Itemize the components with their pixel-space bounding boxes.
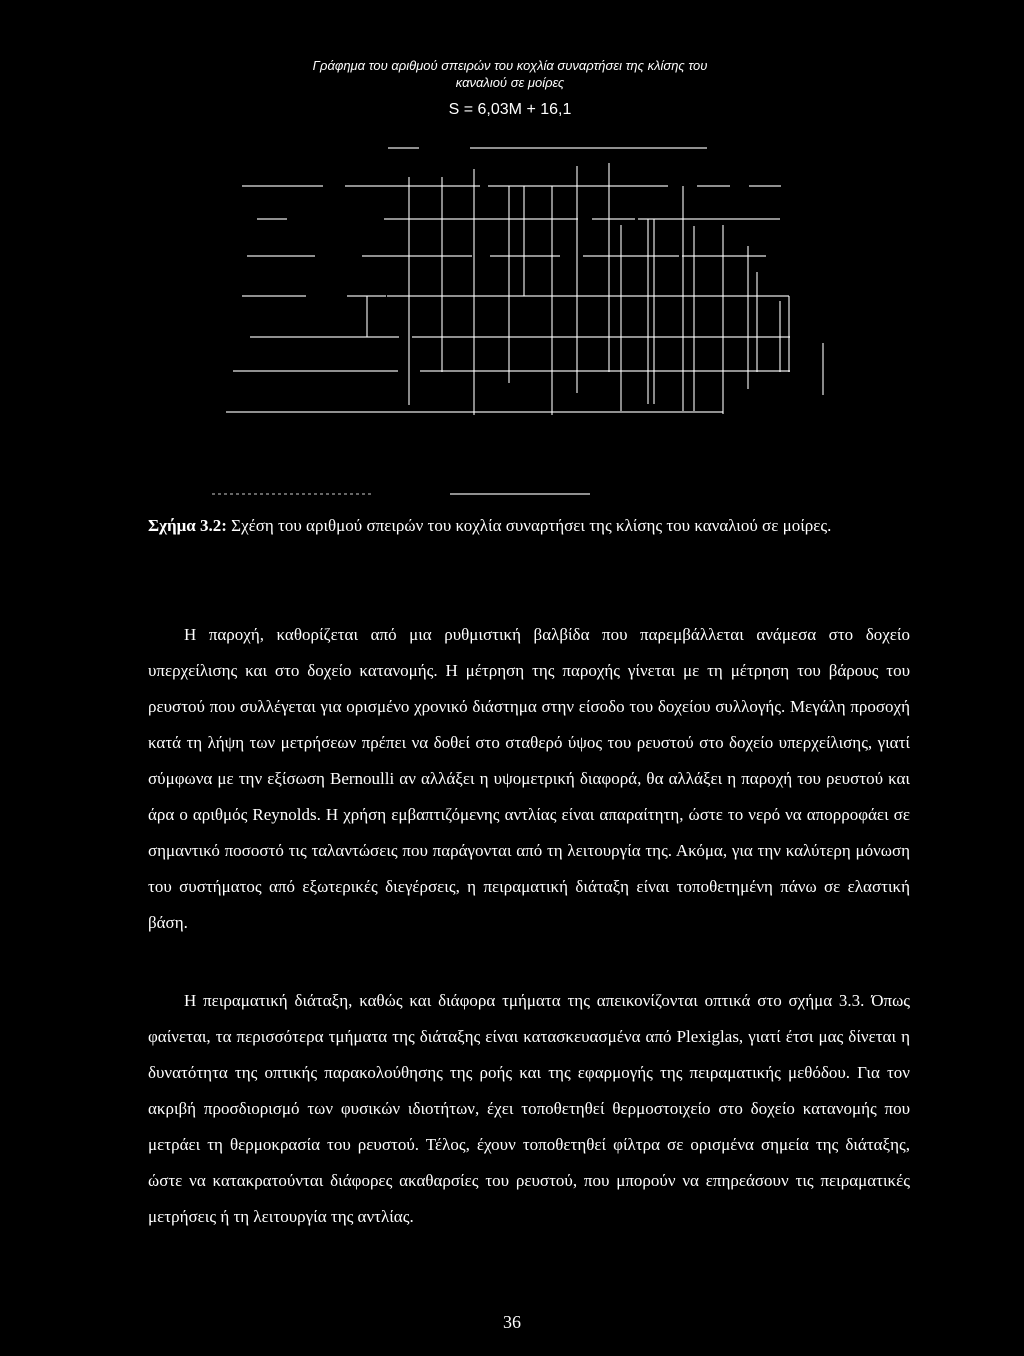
chart-title-line-2: καναλιού σε μοίρες — [455, 75, 565, 90]
chart-equation: S = 6,03M + 16,1 — [448, 101, 572, 118]
chart-title-line-1: Γράφημα του αριθμού σπειρών του κοχλία συναρτήσει της κλίσης του — [312, 58, 708, 73]
figure-caption-label: Σχήμα 3.2: — [148, 516, 227, 535]
paragraph-2: Η πειραματική διάταξη, καθώς και διάφορα τμήματα της απεικονίζονται οπτικά στο σχήμα 3.3. Όπως φαίνεται, τα περισσότερα τμήματα της διάταξης είναι κατασκευασμένα από Plexiglas, γιατί έτσι μας δίνεται η δυνατότητα της οπτικής παρακολούθησης της ροής και της εφαρμογής της πειραματικής μεθόδου. Για τον ακριβή προσδιορισμό των φυσικών ιδιοτήτων, έχει τοποθετηθεί θερμοστοιχείο στο δοχείο κατανομής που μετράει τη θερμοκρασία του ρευστού. Τέλος, έχουν τοποθετηθεί φίλτρα σε ορισμένα σημεία της διάταξης, ώστε να κατακρατούνται διάφορες ακαθαρσίες του ρευστού, που μπορούν να επηρεάσουν τις πειραματικές μετρήσεις ή τη λειτουργία της αντλίας. — [148, 991, 910, 1226]
paragraph-1: Η παροχή, καθορίζεται από μια ρυθμιστική βαλβίδα που παρεμβάλλεται ανάμεσα στο δοχείο υπερχείλισης και στο δοχείο κατανομής. Η μέτρηση της παροχής γίνεται με τη μέτρηση του βάρους του ρευστού που συλλέγεται για ορισμένο χρονικό διάστημα στην είσοδο του δοχείου συλλογής. Μεγάλη προσοχή κατά τη λήψη των μετρήσεων πρέπει να δοθεί στο σταθερό ύψος του ρευστού στο δοχείο υπερχείλισης, γιατί σύμφωνα με την εξίσωση Bernoulli αν αλλάξει η υψομετρική διαφορά, θα αλλάξει η παροχή του ρευστού και άρα ο αριθμός Reynolds. Η χρήση εμβαπτιζόμενης αντλίας είναι απαραίτητη, ώστε το νερό να απορροφάει σε σημαντικό ποσοστό τις ταλαντώσεις που παράγονται από τη λειτουργία της. Ακόμα, για την καλύτερη μόνωση του συστήματος από εξωτερικές διεγέρσεις, η πειραματική διάταξη είναι τοποθετημένη πάνω σε ελαστική βάση. — [148, 625, 910, 932]
chart-gridlines-remnant — [0, 0, 1024, 520]
figure-caption — [148, 508, 908, 544]
page-number: 36 — [503, 1312, 521, 1332]
figure-caption-text: Σχέση του αριθμού σπειρών του κοχλία συναρτήσει της κλίσης του καναλιού σε μοίρες. — [226, 516, 832, 535]
